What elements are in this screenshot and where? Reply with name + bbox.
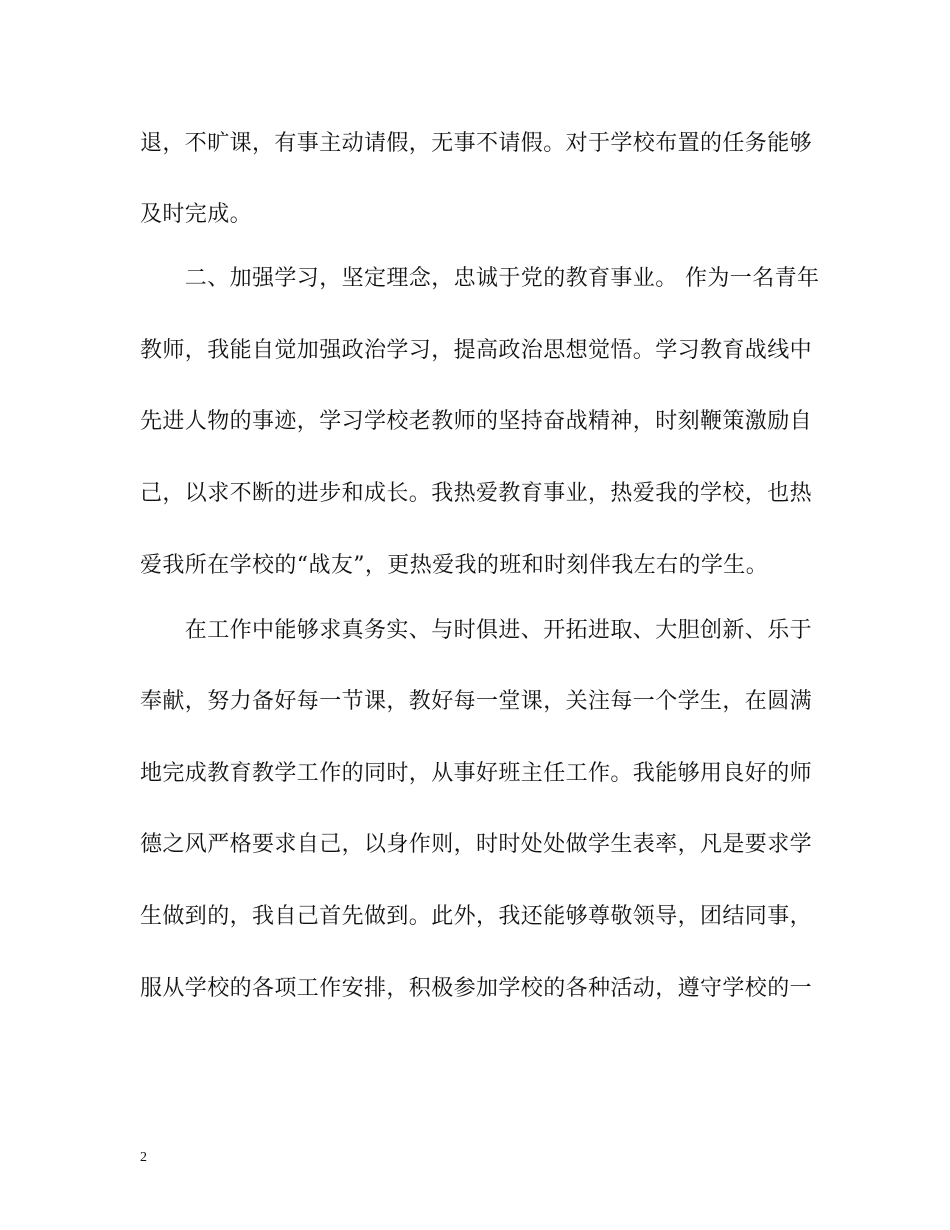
text-line: 奉献，努力备好每一节课，教好每一堂课，关注每一个学生，在圆满 bbox=[140, 689, 813, 714]
text-line: 德之风严格要求自己，以身作则，时时处处做学生表率，凡是要求学 bbox=[140, 832, 813, 857]
text-line: 二、加强学习，坚定理念，忠诚于党的教育事业。 作为一名青年 bbox=[140, 266, 820, 291]
text-line: 在工作中能够求真务实、与时俱进、开拓进取、大胆创新、乐于 bbox=[140, 618, 813, 643]
text-line: 生做到的，我自己首先做到。此外，我还能够尊敬领导，团结同事， bbox=[140, 904, 813, 929]
text-line: 先进人物的事迹，学习学校老教师的坚持奋战精神，时刻鞭策激励自 bbox=[140, 409, 813, 434]
text-line: 地完成教育教学工作的同时，从事好班主任工作。我能够用良好的师 bbox=[140, 761, 813, 786]
text-line: 及时完成。 bbox=[140, 202, 253, 227]
text-line: 爱我所在学校的“战友”，更热爱我的班和时刻伴我左右的学生。 bbox=[140, 553, 769, 578]
text-line: 己，以求不断的进步和成长。我热爱教育事业，热爱我的学校，也热 bbox=[140, 481, 813, 506]
text-line: 教师，我能自觉加强政治学习，提高政治思想觉悟。学习教育战线中 bbox=[140, 338, 813, 363]
page-number: 2 bbox=[140, 1150, 147, 1165]
text-line: 退，不旷课，有事主动请假，无事不请假。对于学校布置的任务能够 bbox=[140, 131, 813, 156]
text-line: 服从学校的各项工作安排，积极参加学校的各种活动，遵守学校的一 bbox=[140, 976, 813, 1001]
